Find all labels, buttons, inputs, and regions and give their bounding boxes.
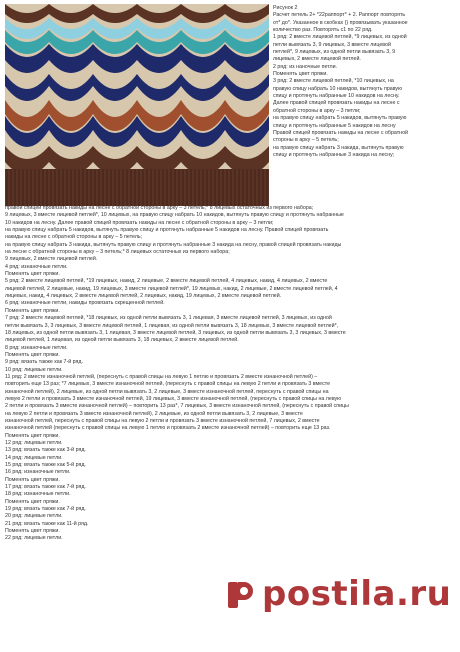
instruction-line: 9 ряд: вязать также как 7-й ряд. <box>5 359 83 366</box>
instruction-line: 16 ряд: изнаночные петли. <box>5 469 71 476</box>
instruction-line: изнаночной петлей), 2 лицевые, из одной петли вывязать 3, 2 лицевые, 3 вместе изнаночной петлей, переснуть с правой спицы на <box>5 388 329 395</box>
instruction-line: Поменять цвет пряжи. <box>5 307 60 314</box>
intro-line: правую спицу набрать 10 накидов, вытянуть правую <box>273 85 403 92</box>
instruction-line: 6 ряд: изнаночные петли, накиды провязать скрещенной петлей. <box>5 300 165 307</box>
instruction-line: Поменять цвет пряжи. <box>5 351 60 358</box>
instruction-line: 11 ряд: 2 вместе изнаночной петлей, (переснуть с правой спицы на левую 1 петлю и провязать 2 вместе изнаночной петлей) – <box>5 373 318 380</box>
instruction-line: лицевой петлей, 2 лицевые, накид, 19 лицевых, 3 вместе лицевой петлей*, 19 лицевых, накид, 2 лицевые, 2 вместе лицевой петлей, 4 <box>5 285 338 292</box>
intro-line: лицевых, 2 вместе лицевой петлей. <box>273 56 361 63</box>
intro-line: Расчет петель 2+ *22раппорт* + 2. Раппорт повторять <box>273 12 406 19</box>
instruction-line: 18 ряд: изнаночные петли. <box>5 491 71 498</box>
instruction-line: 12 ряд: лицевые петли. <box>5 440 63 446</box>
instruction-line: Поменять цвет пряжи. <box>5 528 60 535</box>
instruction-line: на лесне с обратной стороны в арку – 3 петель;* 8 лицевых остаточных из первого набора; <box>5 249 230 256</box>
instruction-line: 20 ряд: лицевые петли. <box>5 513 63 520</box>
instruction-line: 10 накидов на лесну. Далее правой спицей провязать накиды на лесне с обратной стороны в арку – 3 петли; <box>5 219 274 226</box>
pattern-instructions <box>5 205 457 543</box>
instruction-line: 17 ряд: вязать также как 7-й ряд. <box>5 484 86 491</box>
instruction-line: Поменять цвет пряжи. <box>5 432 60 439</box>
intro-line: Правой спицей провязать накиды на лесне с обратной <box>273 129 408 136</box>
instruction-line: Поменять цвет пряжи. <box>5 271 60 278</box>
instruction-line: 4 ряд: изнаночные петли. <box>5 263 68 270</box>
instruction-line: 15 ряд: вязать также как 5-й ряд. <box>5 462 86 469</box>
intro-line: петли вывязать 3, 9 лицевых, 3 вместе лицевой <box>273 41 391 48</box>
instruction-line: накиды на лесне с обратной стороны в арку – 5 петель; <box>5 234 143 241</box>
intro-line: количество раз. Повторять с1 по 22 ряд. <box>273 27 373 34</box>
instruction-line: правой спицей провязать накиды на лесне с обратной стороны в арку – 3 петель;* 8 лицевых остаточных из первого набора; <box>5 205 314 211</box>
instruction-line: 2 петли и провязать 3 вместе изнаночной петлей) – повторить 13 раз*, 7 лицевых, 3 вместе изнаночной петлей, (переснуть с правой спицы <box>5 403 349 410</box>
instruction-line: изнаночной петлей, переснуть с правой спицы на левую 2 петли и провязать 3 вместе изнаночной петлей, 7 лицевых, 2 вместе <box>5 417 320 424</box>
instruction-line: Поменять цвет пряжи. <box>5 476 60 483</box>
intro-line: спицу и протянуть набранные 5 накидов на лесну <box>273 122 396 129</box>
instruction-line: 14 ряд: лицевые петли. <box>5 454 63 461</box>
instruction-line: на правую спицу набрать 5 накидов, вытянуть правую спицу и протянуть набранные 5 накидов на лесну. Правой спицей провязать <box>5 227 329 234</box>
intro-line: 1 ряд: 2 вместе лицевой петлей, *9 лицевых, из одной <box>273 34 407 41</box>
instruction-line: левую 2 петли и провязать 3 вместе изнаночной петлей, 19 лицевых, 3 вместе изнаночной петлей, (переснуть с правой спицы на левую <box>5 395 342 402</box>
instruction-line: повторить еще 13 раз; *7 лицевых, 3 вместе изнаночной петлей, (переснуть с правой спицы на левую 2 петли и провязать 3 вместе <box>5 381 331 388</box>
postila-logo-icon <box>225 580 255 610</box>
knitting-swatch-photo <box>5 4 269 206</box>
instruction-line: 10 ряд: лицевые петли. <box>5 366 63 373</box>
site-logo[interactable]: postila.ru <box>262 574 452 614</box>
intro-line: спицу и протянуть набранные 10 накидов на лесну. <box>273 93 400 100</box>
instruction-line: 9 лицевых, 3 вместе лицевой петлей*, 10 лицевых, на правую спицу набрать 10 накидов, вытянуть правую спицу и протянуть набранные <box>5 212 344 219</box>
intro-line: от* до*. Указанное в скобках () провязывать указанное <box>273 19 408 26</box>
instruction-line: 13 ряд: вязать также как 3-й ряд. <box>5 447 86 454</box>
instruction-line: лицевой петлей, 1 лицевая, из одной петли вывязать 3, 18 лицевых, 2 вместе лицевой петлей. <box>5 337 239 344</box>
intro-line: 2 ряд: из наночные петли. <box>273 63 338 70</box>
intro-line: 3 ряд: 2 вместе лицевой петлей, *10 лицевых, на <box>273 78 394 85</box>
intro-line: стороны в арку – 5 петель; <box>273 137 339 144</box>
instruction-line: 5 ряд: 2 вместе лицевой петлей, *19 лицевых, накид, 2 лицевые, 2 вместе лицевой петлей, 4 лицевых, накид, 4 лицевых, 2 вместе <box>5 278 328 285</box>
instruction-line: 9 лицевых, 2 вместе лицевой петлей. <box>5 256 98 263</box>
instruction-line: 8 ряд: изнаночные петли. <box>5 344 68 351</box>
intro-line: спицу и протянуть набранные 3 накида на лесну; <box>273 151 395 158</box>
instruction-line: изнаночной петлей (переснуть с правой спицы на левую 1 петлю и провязать 2 вместе изнаночной петлей) – повторить еще 13 раз. <box>5 425 331 432</box>
instruction-line: 21 ряд: вязать также как 11-й ряд. <box>5 520 89 527</box>
intro-line: на правую спицу набрать 5 накидов, вытянуть правую <box>273 115 407 122</box>
instruction-line: на левую 2 петли и провязать 3 вместе изнаночной петлей), 2 лицевые, из одной петли вывязать 3, 2 лицевые, 3 вместе <box>5 410 303 417</box>
instruction-line: 19 ряд: вязать также как 7-й ряд. <box>5 506 86 513</box>
instruction-line: лицевых, накид, 4 лицевых, 2 вместе лицевой петлей, 2 лицевых, накид, 19 лицевых, 2 вместе лицевой петлей. <box>5 293 282 300</box>
instruction-line: Поменять цвет пряжи. <box>5 498 60 505</box>
intro-line: Рисунок 2 <box>273 5 298 11</box>
instruction-line: на правую спицу набрать 3 накида, вытянуть правую спицу и протянуть набранные 3 накида на лесну, правой спицей провязать накиды <box>5 241 342 248</box>
yarn-rib-block <box>5 169 269 206</box>
intro-line: на правую спицу набрать 3 накида, вытянуть правую <box>273 144 404 151</box>
intro-line: петлей*, 9 лицевых, из одной петли вывязать 3, 9 <box>273 49 396 56</box>
intro-line: Поменять цвет пряжи. <box>273 71 328 78</box>
instruction-line: 7 ряд: 2 вместе лицевой петлей, *18 лицевых, из одной петли вывязать 3, 1 лицевая, 3 вместе лицевой петлей, 3 лицевых, из одной <box>5 315 332 322</box>
intro-line: обратной стороны в арку – 3 петли; <box>273 107 361 114</box>
intro-line: Далее правой спицей провязать накиды на лесне с <box>273 100 400 107</box>
pattern-intro-text <box>273 5 456 159</box>
instruction-line: 22 ряд: лицевые петли. <box>5 535 63 542</box>
instruction-line: 18 лицевых, из одной петли вывязать 3, 1 лицевая, 3 вместе лицевой петлей, 3 лицевых, из одной петли вывязать 3, 3 лицевых, 3 вместе <box>5 329 346 336</box>
instruction-line: петли вывязать 3, 3 лицевых, 3 вместе лицевой петлей, 1 лицевая, из одной петли вывязать 3, 18 лицевых, 3 вместе лицевой петлей*, <box>5 322 339 329</box>
